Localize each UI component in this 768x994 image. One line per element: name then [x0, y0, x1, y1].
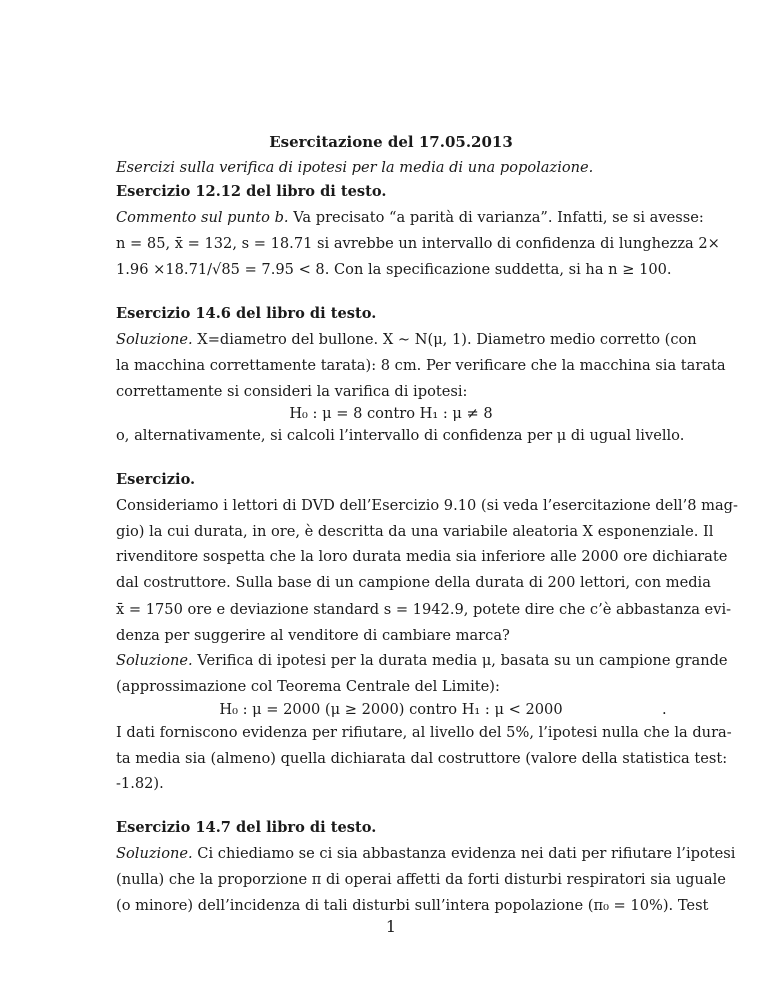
subtitle: Esercizi sulla verifica di ipotesi per la media di una popolazione. [116, 159, 594, 176]
text-line: correttamente si consideri la varifica di ipotesi: [116, 383, 468, 400]
text-line: (o minore) dell’incidenza di tali disturbi sull’intera popolazione (π₀ = 10%). Test [116, 897, 709, 914]
exercise-heading: Esercizio 14.6 del libro di testo. [116, 305, 377, 322]
exercise-heading: Esercizio. [116, 471, 196, 488]
exercise-heading: Esercizio 14.7 del libro di testo. [116, 819, 377, 836]
exercise-heading: Esercizio 12.12 del libro di testo. [116, 183, 387, 200]
text-line: rivenditore sospetta che la loro durata media sia inferiore alle 2000 ore dichiarate [116, 548, 728, 565]
text-line: Soluzione. Verifica di ipotesi per la durata media μ, basata su un campione grande [116, 652, 728, 669]
text-line: Soluzione. X=diametro del bullone. X ∼ N(μ, 1). Diametro medio corretto (con [116, 331, 697, 348]
text-line: Soluzione. Ci chiediamo se ci sia abbastanza evidenza nei dati per rifiutare l’ipotesi [116, 845, 736, 862]
text-line: x̄ = 1750 ore e deviazione standard s = 1942.9, potete dire che c’è abbastanza evi- [116, 601, 732, 618]
text-line: la macchina correttamente tarata): 8 cm. Per verificare che la macchina sia tarata [116, 357, 726, 374]
text-line: ta media sia (almeno) quella dichiarata dal costruttore (valore della statistica test: [116, 750, 728, 767]
hypothesis-formula: H₀ : μ = 2000 (μ ≥ 2000) contro H₁ : μ < 2000 [219, 701, 563, 718]
text-line: denza per suggerire al venditore di cambiare marca? [116, 627, 510, 644]
text-line: (approssimazione col Teorema Centrale del Limite): [116, 678, 500, 695]
text-line: Commento sul punto b. Va precisato “a parità di varianza”. Infatti, se si avesse: [116, 209, 704, 226]
text-line: gio) la cui durata, in ore, è descritta da una variabile aleatoria X esponenziale. Il [116, 523, 714, 540]
page-title: Esercitazione del 17.05.2013 [269, 133, 513, 151]
text-line: n = 85, x̄ = 132, s = 18.71 si avrebbe un intervallo di confidenza di lunghezza 2× [116, 235, 720, 252]
text-line: -1.82). [116, 775, 164, 792]
text-line: o, alternativamente, si calcoli l’intervallo di confidenza per μ di ugual livello. [116, 427, 685, 444]
page-number: 1 [385, 917, 397, 936]
formula-period: . [662, 701, 667, 718]
text-line: Consideriamo i lettori di DVD dell’Esercizio 9.10 (si veda l’esercitazione dell’8 mag- [116, 497, 738, 514]
text-line: 1.96 ×18.71/√85 = 7.95 < 8. Con la specificazione suddetta, si ha n ≥ 100. [116, 261, 672, 278]
text-line: I dati forniscono evidenza per rifiutare, al livello del 5%, l’ipotesi nulla che la dura- [116, 724, 732, 741]
text-line: (nulla) che la proporzione π di operai affetti da forti disturbi respiratori sia uguale [116, 871, 726, 888]
text-line: dal costruttore. Sulla base di un campione della durata di 200 lettori, con media [116, 574, 711, 591]
hypothesis-formula: H₀ : μ = 8 contro H₁ : μ ≠ 8 [289, 405, 493, 422]
